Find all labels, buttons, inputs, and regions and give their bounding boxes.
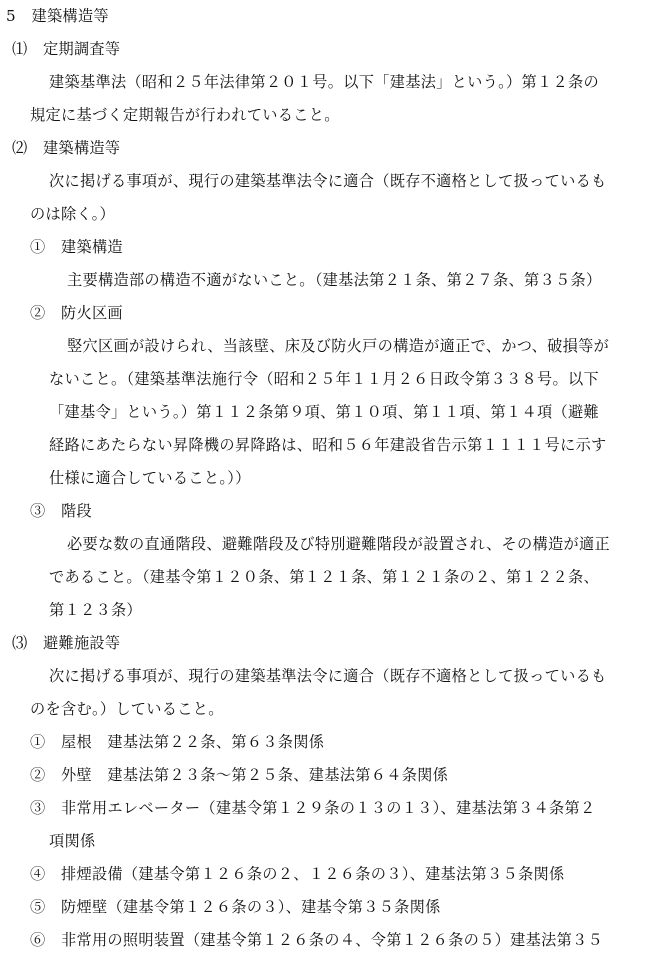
subsection-2-intro-line: 次に掲げる事項が、現行の建築基準法令に適合（既存不適格として扱っているも — [49, 172, 607, 190]
item-3-heading: ③ 階段 — [30, 502, 92, 520]
subsection-2-intro-line: のは除く。） — [30, 205, 116, 223]
subsection-3-list-item: ② 外壁 建基法第２３条～第２５条、建基法第６４条関係 — [30, 766, 449, 784]
item-2-heading: ② 防火区画 — [30, 304, 123, 322]
item-1-heading: ① 建築構造 — [30, 238, 123, 256]
subsection-3-heading: ⑶ 避難施設等 — [12, 634, 121, 652]
item-2-body-line: 「建基令」という。）第１１２条第９項、第１０項、第１１項、第１４項（避難 — [49, 403, 599, 421]
subsection-3-list-item: ⑤ 防煙壁（建基令第１２６条の３）、建基令第３５条関係 — [30, 898, 441, 916]
item-2-body-line: 経路にあたらない昇降機の昇降路は、昭和５６年建設省告示第１１１１号に示す — [49, 436, 607, 454]
item-1-body-line: 主要構造部の構造不適がないこと。（建基法第２１条、第２７条、第３５条） — [67, 271, 602, 289]
item-3-body-line: であること。（建基令第１２０条、第１２１条、第１２１条の２、第１２２条、 — [49, 568, 599, 586]
subsection-3-list-item: ① 屋根 建基法第２２条、第６３条関係 — [30, 733, 325, 751]
subsection-1-heading: ⑴ 定期調査等 — [12, 40, 121, 58]
subsection-3-list-item-continuation: 項関係 — [49, 832, 96, 850]
subsection-3-intro-line: 次に掲げる事項が、現行の建築基準法令に適合（既存不適格として扱っているも — [49, 667, 607, 685]
item-2-body-line: 竪穴区画が設けられ、当該壁、床及び防火戸の構造が適正で、かつ、破損等が — [67, 337, 610, 355]
subsection-1-body-line: 建築基準法（昭和２５年法律第２０１号。以下「建基法」という。）第１２条の — [49, 73, 599, 91]
subsection-3-intro-line: のを含む。）していること。 — [30, 700, 224, 718]
item-3-body-line: 必要な数の直通階段、避難階段及び特別避難階段が設置され、その構造が適正 — [67, 535, 610, 553]
item-2-body-line: ないこと。（建築基準法施行令（昭和２５年１１月２６日政令第３３８号。以下 — [49, 370, 599, 388]
subsection-3-list-item: ③ 非常用エレベーター（建基令第１２９条の１３の１３）、建基法第３４条第２ — [30, 799, 596, 817]
item-3-body-line: 第１２３条） — [49, 601, 142, 619]
subsection-1-body-line: 規定に基づく定期報告が行われていること。 — [30, 106, 340, 124]
subsection-2-heading: ⑵ 建築構造等 — [12, 139, 121, 157]
subsection-3-list-item: ④ 排煙設備（建基令第１２６条の２、１２６条の３）、建基法第３５条関係 — [30, 865, 565, 883]
item-2-body-line: 仕様に適合していること。）） — [49, 469, 251, 487]
subsection-3-list-item: ⑥ 非常用の照明装置（建基令第１２６条の４、令第１２６条の５）建基法第３５ — [30, 931, 604, 949]
section-5-heading: 5 建築構造等 — [6, 7, 109, 25]
